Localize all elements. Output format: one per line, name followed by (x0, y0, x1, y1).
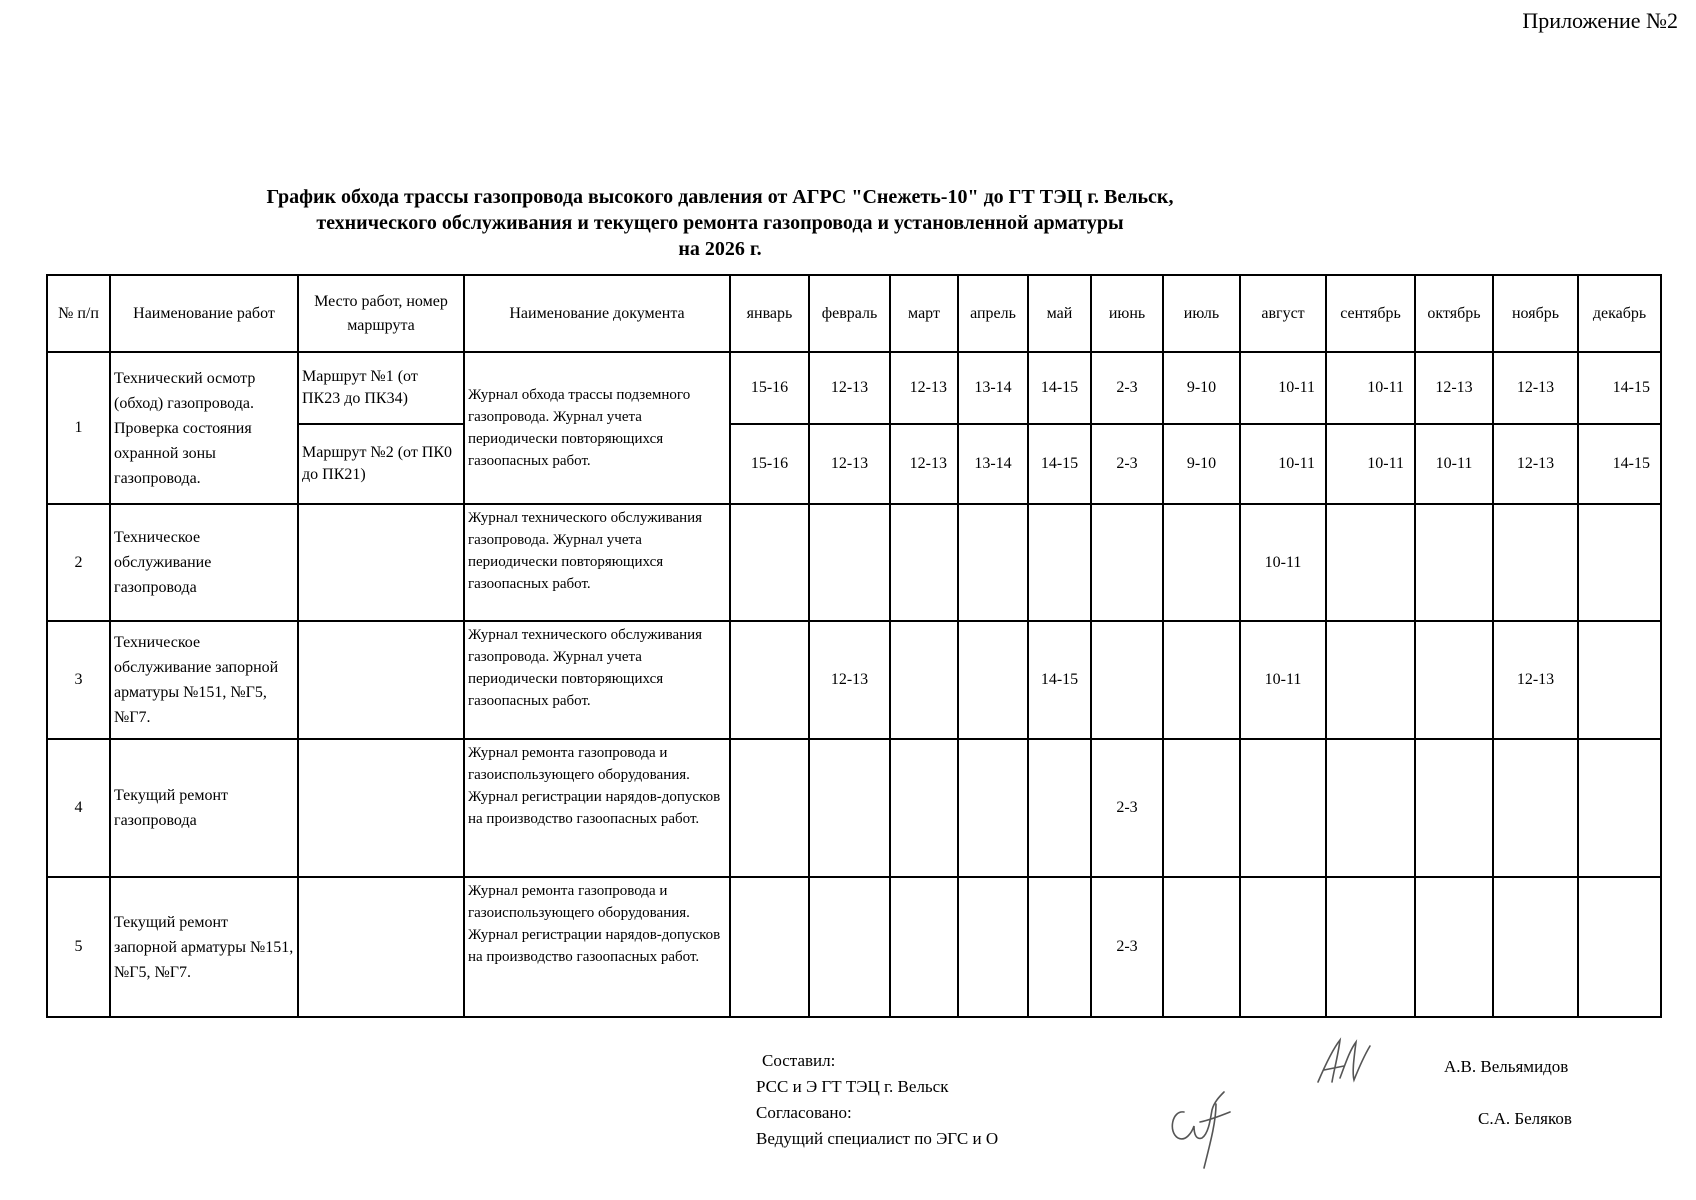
header-month-sep: сентябрь (1326, 275, 1415, 352)
month-cell (1240, 877, 1326, 1017)
month-cell: 12-13 (1493, 621, 1578, 739)
document-title (0, 184, 1440, 262)
month-cell (1326, 504, 1415, 621)
month-cell (1028, 739, 1091, 877)
footer-agreed: Согласовано: (756, 1103, 852, 1122)
month-cell: 12-13 (809, 621, 890, 739)
month-cell: 2-3 (1091, 877, 1163, 1017)
row-place (298, 621, 464, 739)
month-cell: 10-11 (1240, 504, 1326, 621)
month-cell: 10-11 (1326, 424, 1415, 504)
header-month-jul: июль (1163, 275, 1240, 352)
month-cell (1578, 877, 1661, 1017)
month-cell: 2-3 (1091, 739, 1163, 877)
header-work: Наименование работ (110, 275, 298, 352)
title-line-3: на 2026 г. (678, 238, 762, 260)
row-doc: Журнал технического обслуживания газопровода. Журнал учета периодически повторяющихся газоопасных работ. (464, 621, 730, 739)
header-month-jun: июнь (1091, 275, 1163, 352)
month-cell (1578, 621, 1661, 739)
month-cell (1091, 621, 1163, 739)
row-work: Текущий ремонт запорной арматуры №151, №Г5, №Г7. (110, 877, 298, 1017)
table-row (47, 504, 1661, 621)
row-doc: Журнал обхода трассы подземного газопровода. Журнал учета периодически повторяющихся газоопасных работ. (464, 352, 730, 504)
month-cell (890, 621, 958, 739)
month-cell (958, 739, 1028, 877)
row-work: Технический осмотр (обход) газопровода. Проверка состояния охранной зоны газопровода. (110, 352, 298, 504)
month-cell (730, 877, 809, 1017)
month-cell (1493, 739, 1578, 877)
row-num: 1 (47, 352, 110, 504)
row-work: Текущий ремонт газопровода (110, 739, 298, 877)
header-month-apr: апрель (958, 275, 1028, 352)
row-num: 3 (47, 621, 110, 739)
row-place: Маршрут №2 (от ПК0 до ПК21) (298, 424, 464, 504)
footer-name-composer: А.В. Вельямидов (1444, 1057, 1569, 1076)
footer-org: РСС и Э ГТ ТЭЦ г. Вельск (756, 1077, 949, 1096)
header-month-mar: март (890, 275, 958, 352)
title-line-1: График обхода трассы газопровода высокого давления от АГРС "Снежеть-10" до ГТ ТЭЦ г. Вельск, (266, 186, 1174, 208)
row-place: Маршрут №1 (от ПК23 до ПК34) (298, 352, 464, 424)
month-cell: 9-10 (1163, 352, 1240, 424)
footer-position: Ведущий специалист по ЭГС и О (756, 1129, 999, 1148)
row-doc: Журнал ремонта газопровода и газоиспользующего оборудования. Журнал регистрации нарядов-допусков на производство газоопасных работ. (464, 739, 730, 877)
month-cell (809, 877, 890, 1017)
month-cell: 14-15 (1578, 352, 1661, 424)
month-cell: 10-11 (1415, 424, 1493, 504)
header-month-jan: январь (730, 275, 809, 352)
header-month-dec: декабрь (1578, 275, 1661, 352)
month-cell: 13-14 (958, 424, 1028, 504)
month-cell: 14-15 (1028, 621, 1091, 739)
row-doc: Журнал ремонта газопровода и газоиспользующего оборудования. Журнал регистрации нарядов-допусков на производство газоопасных работ. (464, 877, 730, 1017)
month-cell (958, 877, 1028, 1017)
row-work: Техническое обслуживание газопровода (110, 504, 298, 621)
row-place (298, 877, 464, 1017)
month-cell (1240, 739, 1326, 877)
month-cell (1326, 621, 1415, 739)
header-num: № п/п (47, 275, 110, 352)
month-cell: 10-11 (1240, 621, 1326, 739)
header-month-may: май (1028, 275, 1091, 352)
month-cell (730, 504, 809, 621)
month-cell (730, 621, 809, 739)
month-cell (1091, 504, 1163, 621)
header-month-nov: ноябрь (1493, 275, 1578, 352)
month-cell (890, 877, 958, 1017)
month-cell: 12-13 (1493, 424, 1578, 504)
month-cell (1415, 739, 1493, 877)
header-doc: Наименование документа (464, 275, 730, 352)
footer-name-approver: С.А. Беляков (1478, 1109, 1572, 1128)
month-cell (958, 504, 1028, 621)
month-cell: 12-13 (890, 424, 958, 504)
row-doc: Журнал технического обслуживания газопровода. Журнал учета периодически повторяющихся газоопасных работ. (464, 504, 730, 621)
signature-composer-icon (1310, 1032, 1380, 1092)
month-cell (1163, 504, 1240, 621)
table-row (47, 877, 1661, 1017)
footer-composed: Составил: (762, 1051, 836, 1070)
month-cell (1493, 877, 1578, 1017)
month-cell: 15-16 (730, 352, 809, 424)
signature-approver-icon (1160, 1082, 1240, 1172)
month-cell: 10-11 (1326, 352, 1415, 424)
header-month-feb: февраль (809, 275, 890, 352)
header-row (47, 275, 1661, 352)
header-month-oct: октябрь (1415, 275, 1493, 352)
row-place (298, 739, 464, 877)
appendix-label: Приложение №2 (1522, 8, 1678, 33)
month-cell (1578, 739, 1661, 877)
table-row (47, 621, 1661, 739)
month-cell: 2-3 (1091, 424, 1163, 504)
month-cell (1578, 504, 1661, 621)
month-cell (1163, 739, 1240, 877)
month-cell: 10-11 (1240, 352, 1326, 424)
month-cell (1415, 504, 1493, 621)
month-cell (1163, 877, 1240, 1017)
schedule-table (46, 274, 1662, 1018)
row-place (298, 504, 464, 621)
month-cell: 12-13 (1493, 352, 1578, 424)
month-cell: 2-3 (1091, 352, 1163, 424)
month-cell (730, 739, 809, 877)
header-month-aug: август (1240, 275, 1326, 352)
month-cell: 15-16 (730, 424, 809, 504)
row-num: 5 (47, 877, 110, 1017)
month-cell: 12-13 (890, 352, 958, 424)
month-cell (1493, 504, 1578, 621)
month-cell (1326, 877, 1415, 1017)
month-cell (1415, 877, 1493, 1017)
row-work: Техническое обслуживание запорной арматуры №151, №Г5, №Г7. (110, 621, 298, 739)
month-cell (809, 739, 890, 877)
month-cell: 10-11 (1240, 424, 1326, 504)
month-cell: 13-14 (958, 352, 1028, 424)
month-cell (1163, 621, 1240, 739)
month-cell (958, 621, 1028, 739)
month-cell (1028, 877, 1091, 1017)
month-cell: 12-13 (809, 352, 890, 424)
month-cell: 12-13 (1415, 352, 1493, 424)
table-row (47, 352, 1661, 424)
month-cell (809, 504, 890, 621)
month-cell: 14-15 (1578, 424, 1661, 504)
row-num: 4 (47, 739, 110, 877)
title-line-2: технического обслуживания и текущего ремонта газопровода и установленной арматуры (316, 212, 1124, 234)
month-cell: 9-10 (1163, 424, 1240, 504)
month-cell (890, 739, 958, 877)
month-cell: 12-13 (809, 424, 890, 504)
month-cell: 14-15 (1028, 424, 1091, 504)
month-cell (1415, 621, 1493, 739)
month-cell (890, 504, 958, 621)
month-cell (1028, 504, 1091, 621)
month-cell (1326, 739, 1415, 877)
table-row (47, 739, 1661, 877)
month-cell: 14-15 (1028, 352, 1091, 424)
row-num: 2 (47, 504, 110, 621)
header-place: Место работ, номер маршрута (298, 275, 464, 352)
